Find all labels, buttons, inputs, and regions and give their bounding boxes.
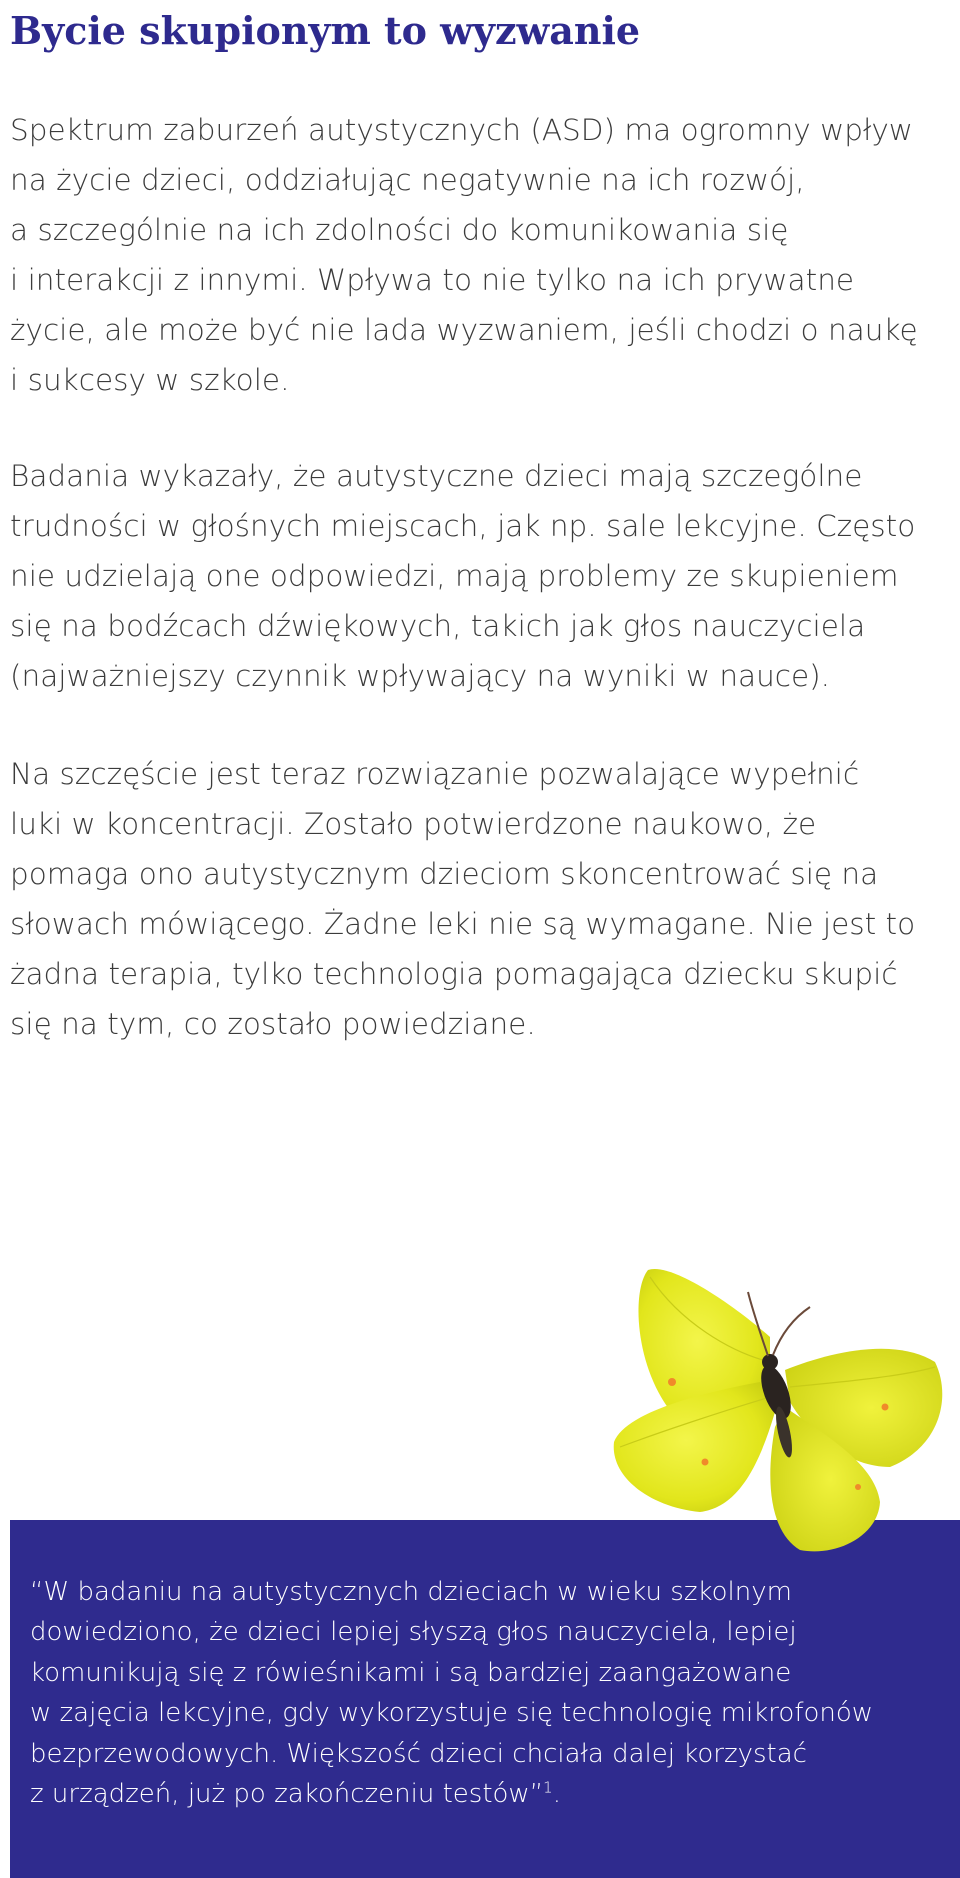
text-line: a szczególnie na ich zdolności do komunikowania się xyxy=(10,213,789,247)
text-line: (najważniejszy czynnik wpływający na wyniki w nauce). xyxy=(10,659,831,693)
quote-line: komunikują się z rówieśnikami i są bardziej zaangażowane xyxy=(30,1657,792,1688)
text-line: nie udzielają one odpowiedzi, mają problemy ze skupieniem xyxy=(10,559,899,593)
footnote-marker: 1 xyxy=(543,1778,553,1797)
text-line: na życie dzieci, oddziałując negatywnie na ich rozwój, xyxy=(10,163,805,197)
text-line: i interakcji z innymi. Wpływa to nie tylko na ich prywatne xyxy=(10,263,855,297)
butterfly-icon xyxy=(610,1262,960,1557)
text-line: się na bodźcach dźwiękowych, takich jak głos nauczyciela xyxy=(10,609,866,643)
quote-end: . xyxy=(552,1779,561,1810)
paragraph-3 xyxy=(10,749,950,1049)
text-line: słowach mówiącego. Żadne leki nie są wymagane. Nie jest to xyxy=(10,907,916,941)
text-line: Na szczęście jest teraz rozwiązanie pozwalające wypełnić xyxy=(10,757,860,791)
text-line: i sukcesy w szkole. xyxy=(10,363,290,397)
paragraph-1 xyxy=(10,105,950,405)
text-line: się na tym, co zostało powiedziane. xyxy=(10,1007,536,1041)
quote-line: z urządzeń, już po zakończeniu testów” xyxy=(30,1779,544,1810)
text-line: Badania wykazały, że autystyczne dzieci mają szczególne xyxy=(10,459,863,493)
paragraph-2 xyxy=(10,451,950,701)
text-line: Spektrum zaburzeń autystycznych (ASD) ma ogromny wpływ xyxy=(10,113,913,147)
quote-line: w zajęcia lekcyjne, gdy wykorzystuje się technologię mikrofonów xyxy=(30,1698,874,1729)
quote-line: bezprzewodowych. Większość dzieci chciała dalej korzystać xyxy=(30,1738,807,1769)
page-title: Bycie skupionym to wyzwanie xyxy=(10,8,641,53)
text-line: żadna terapia, tylko technologia pomagająca dziecku skupić xyxy=(10,957,898,991)
text-line: luki w koncentracji. Zostało potwierdzone naukowo, że xyxy=(10,807,817,841)
text-line: życie, ale może być nie lada wyzwaniem, jeśli chodzi o naukę xyxy=(10,313,918,347)
quote-line: “W badaniu na autystycznych dzieciach w wieku szkolnym xyxy=(30,1577,792,1607)
quote-line: dowiedziono, że dzieci lepiej słyszą głos nauczyciela, lepiej xyxy=(30,1617,797,1648)
quote-box xyxy=(10,1520,960,1878)
text-line: trudności w głośnych miejscach, jak np. sale lekcyjne. Często xyxy=(10,509,916,543)
quote-line-last xyxy=(30,1774,950,1814)
text-line: pomaga ono autystycznym dzieciom skoncentrować się na xyxy=(10,857,879,891)
quote-text xyxy=(30,1572,950,1814)
